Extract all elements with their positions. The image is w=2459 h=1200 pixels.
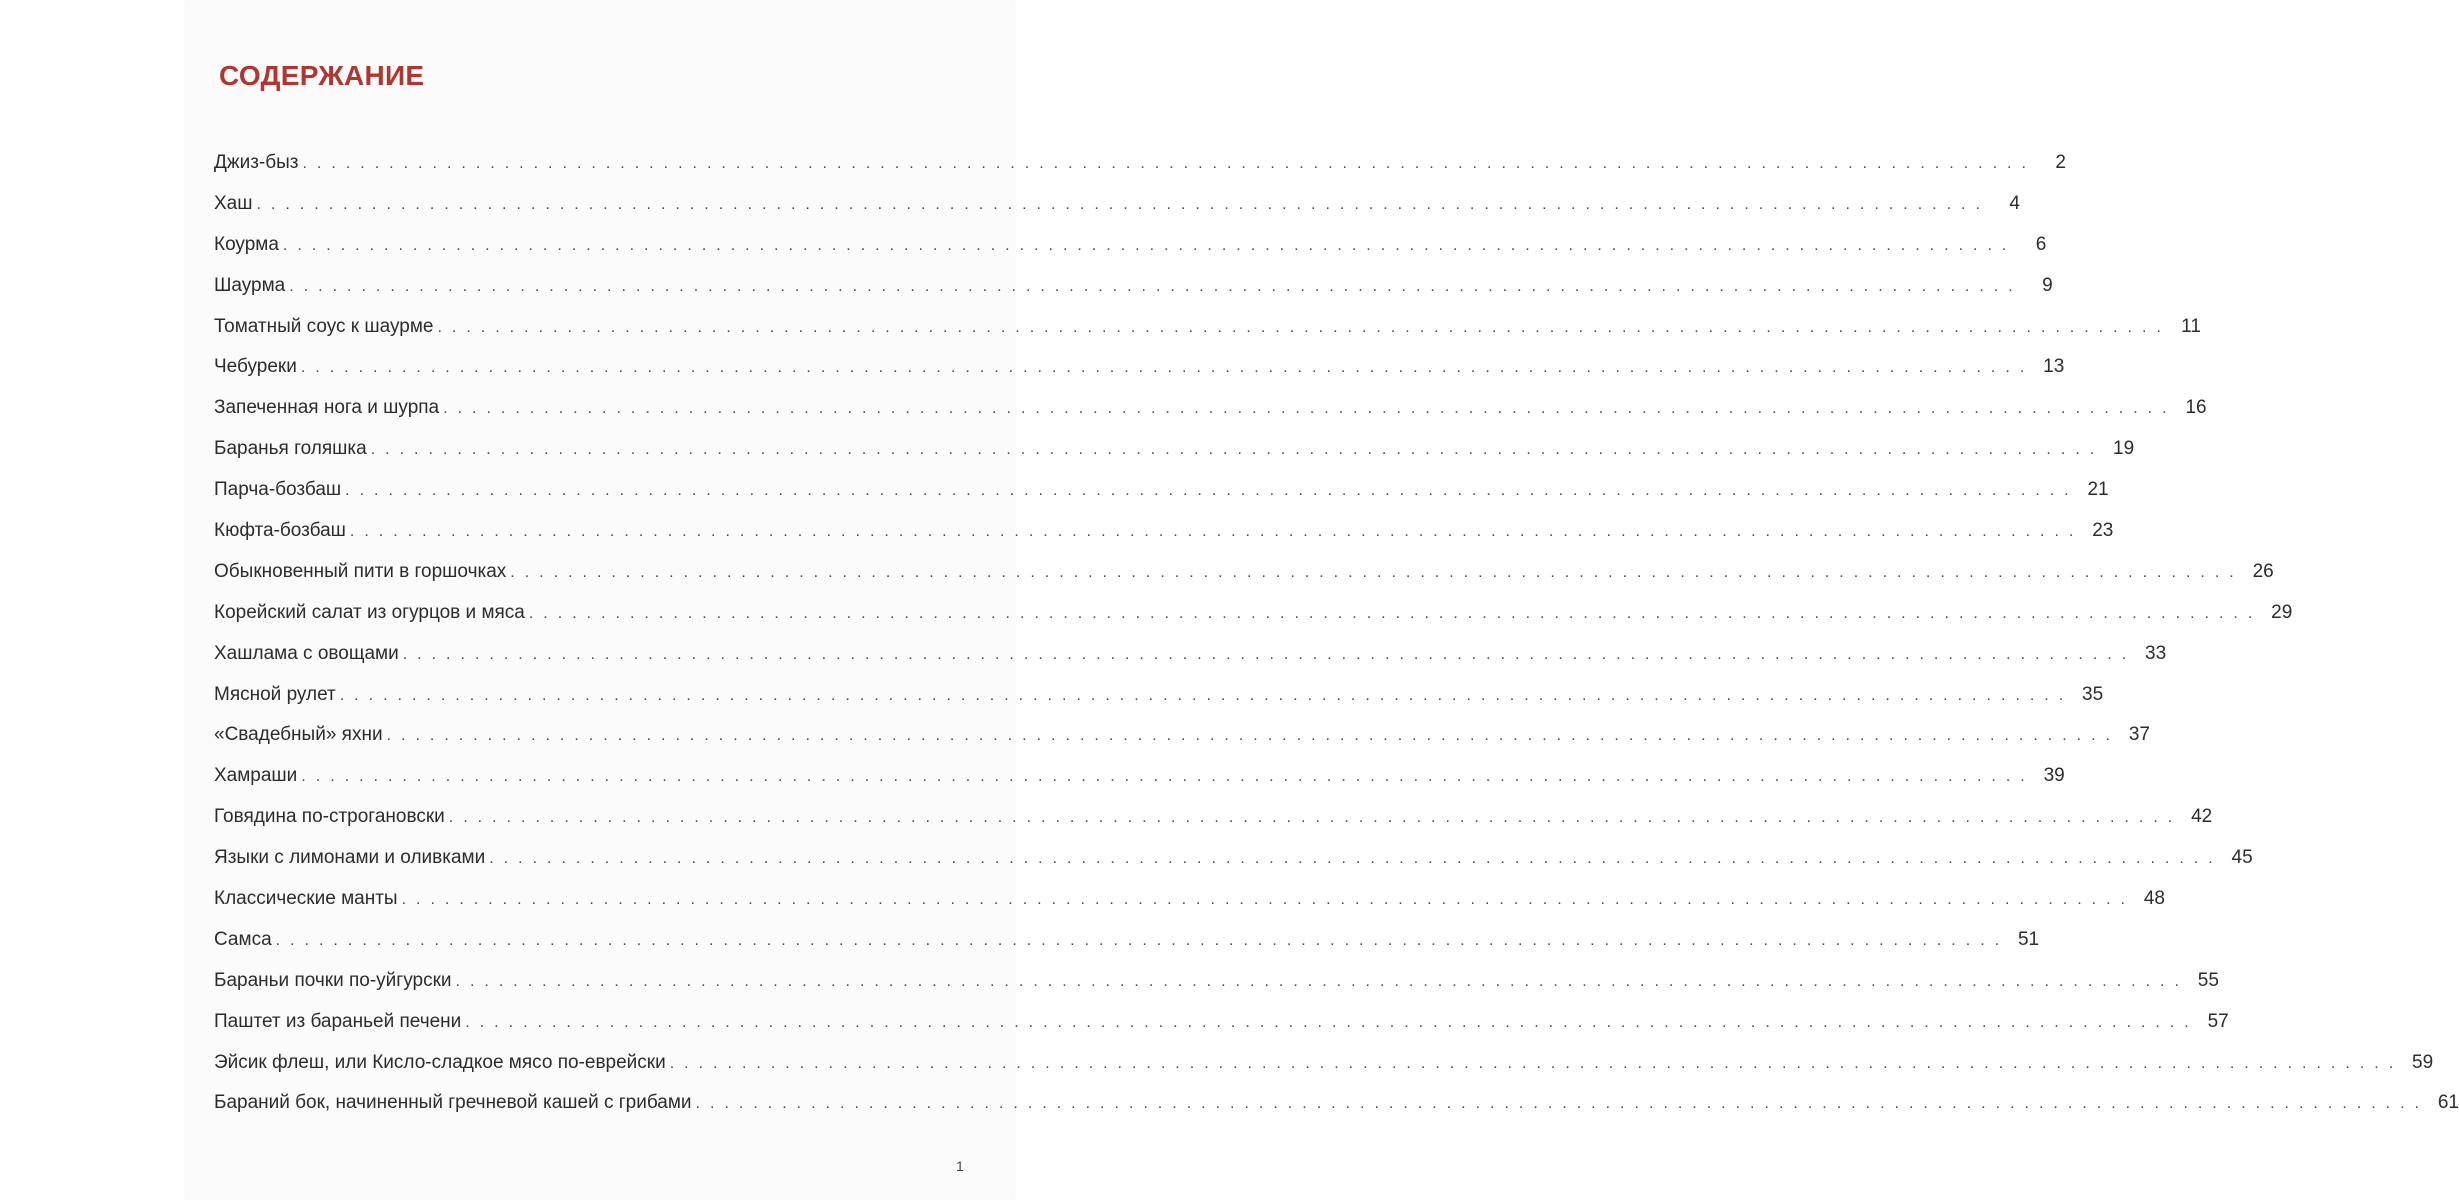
toc-entry [214, 847, 2253, 888]
toc-entry [214, 438, 2135, 479]
toc-entry [214, 520, 2114, 561]
toc-dot-leader: ........................................................................................................................ [528, 604, 2263, 622]
toc-dot-leader: ........................................................................................................................ [437, 318, 2171, 336]
toc-entry-label: Самса [214, 928, 272, 950]
toc-entry-page: 6 [2035, 233, 2047, 255]
toc-entry [214, 724, 2150, 765]
toc-entry-page: 42 [2191, 806, 2213, 828]
toc-dot-leader: ........................................................................................................................ [301, 768, 2035, 786]
toc-entry-label: Хамраши [214, 765, 298, 787]
toc-dot-leader: ........................................................................................................................ [402, 645, 2137, 663]
toc-entry-label: Классические манты [214, 888, 398, 910]
toc-dot-leader: ........................................................................................................................ [443, 400, 2177, 418]
toc-entry [214, 601, 2293, 643]
toc-entry-label: «Свадебный» яхни [214, 724, 383, 746]
toc-entry-label: Бараний бок, начиненный гречневой кашей с грибами [214, 1092, 692, 1114]
toc-entry [214, 928, 2040, 970]
toc-entry-label: Говядина по-строгановски [214, 806, 445, 828]
toc-entry-page: 16 [2185, 397, 2207, 419]
toc-entry [214, 315, 2201, 357]
table-of-contents [214, 152, 2459, 1133]
toc-entry [214, 560, 2274, 602]
toc-dot-leader: ........................................................................................................................ [386, 727, 2120, 745]
toc-entry-page: 55 [2197, 969, 2219, 991]
toc-entry-page: 48 [2143, 888, 2165, 910]
toc-dot-leader: ........................................................................................................................ [345, 482, 2079, 500]
toc-entry-page: 9 [2042, 274, 2053, 296]
toc-entry-label: Паштет из бараньей печени [214, 1010, 462, 1032]
toc-entry-label: Бараньи почки по-уйгурски [214, 969, 452, 991]
toc-entry-label: Языки с лимонами и оливками [214, 847, 486, 869]
toc-entry-page: 51 [2017, 928, 2040, 950]
toc-entry [214, 152, 2066, 193]
toc-entry-page: 29 [2271, 601, 2293, 623]
toc-dot-leader: ........................................................................................................................ [455, 972, 2189, 990]
toc-entry-page: 35 [2082, 683, 2104, 705]
toc-entry-label: Корейский салат из огурцов и мяса [214, 601, 525, 623]
toc-entry [214, 642, 2167, 684]
toc-entry-page: 37 [2128, 724, 2150, 746]
toc-entry-page: 13 [2043, 356, 2065, 378]
toc-dot-leader: ........................................................................................................................ [370, 441, 2105, 459]
toc-dot-leader: ........................................................................................................................ [448, 809, 2183, 827]
toc-dot-leader: ........................................................................................................................ [282, 236, 2017, 254]
toc-entry-page: 11 [2181, 315, 2201, 337]
toc-entry-label: Томатный соус к шаурме [214, 315, 434, 337]
toc-dot-leader: ........................................................................................................................ [510, 563, 2244, 581]
toc-dot-leader: ........................................................................................................................ [489, 850, 2223, 868]
toc-entry-page: 23 [2092, 520, 2114, 542]
toc-entry-label: Чебуреки [214, 356, 297, 378]
toc-entry [214, 806, 2213, 847]
toc-entry-label: Коурма [214, 233, 279, 255]
toc-dot-leader: ........................................................................................................................ [669, 1054, 2404, 1072]
toc-entry-label: Джиз-быз [214, 152, 299, 173]
toc-entry-page: 57 [2207, 1010, 2229, 1032]
toc-dot-leader: ........................................................................................................................ [256, 195, 1990, 213]
toc-entry-page: 39 [2043, 765, 2065, 787]
toc-entry-label: Обыкновенный пити в горшочках [214, 560, 507, 582]
toc-entry-page: 26 [2252, 560, 2274, 582]
toc-entry [214, 765, 2065, 806]
toc-entry-label: Хаш [214, 192, 253, 214]
toc-entry [214, 397, 2207, 438]
toc-dot-leader: ........................................................................................................................ [300, 359, 2035, 377]
toc-dot-leader: ........................................................................................................................ [275, 931, 2010, 949]
toc-entry-page: 45 [2231, 847, 2253, 869]
page-number: 1 [956, 1158, 964, 1174]
toc-entry [214, 969, 2219, 1011]
toc-entry [214, 683, 2104, 725]
toc-entry [214, 1010, 2229, 1052]
toc-entry [214, 1092, 2459, 1133]
toc-dot-leader: ........................................................................................................................ [695, 1095, 2429, 1113]
toc-dot-leader: ........................................................................................................................ [339, 686, 2074, 704]
toc-entry-label: Парча-бозбаш [214, 479, 342, 501]
toc-entry-page: 4 [2009, 192, 2020, 214]
toc-dot-leader: ........................................................................................................................ [465, 1013, 2199, 1031]
toc-entry-page: 59 [2412, 1051, 2434, 1073]
toc-entry-page: 33 [2145, 642, 2167, 664]
document-page [186, 0, 2459, 1200]
toc-entry-page: 21 [2087, 479, 2109, 501]
toc-entry [214, 274, 2053, 316]
toc-dot-leader: ........................................................................................................................ [349, 523, 2084, 541]
toc-entry-page: 61 [2437, 1092, 2459, 1114]
page-title: СОДЕРЖАНИЕ [219, 60, 425, 91]
toc-dot-leader: ........................................................................................................................ [401, 891, 2135, 909]
toc-entry [214, 192, 2020, 234]
toc-entry-label: Хашлама с овощами [214, 642, 399, 664]
toc-entry-label: Запеченная нога и шурпа [214, 397, 440, 419]
toc-entry [214, 1051, 2434, 1093]
toc-entry [214, 888, 2165, 929]
toc-entry-label: Баранья голяшка [214, 438, 367, 460]
toc-entry-label: Мясной рулет [214, 683, 336, 705]
toc-dot-leader: ........................................................................................................................ [302, 155, 2036, 172]
toc-entry-label: Шаурма [214, 274, 286, 296]
toc-dot-leader: ........................................................................................................................ [289, 277, 2023, 295]
toc-entry [214, 233, 2047, 275]
toc-entry-page: 2 [2055, 152, 2066, 173]
toc-entry [214, 356, 2065, 397]
toc-entry-page: 19 [2113, 438, 2135, 460]
toc-entry-label: Кюфта-бозбаш [214, 520, 346, 542]
toc-entry [214, 479, 2109, 520]
toc-entry-label: Эйсик флеш, или Кисло-сладкое мясо по-еврейски [214, 1051, 666, 1073]
